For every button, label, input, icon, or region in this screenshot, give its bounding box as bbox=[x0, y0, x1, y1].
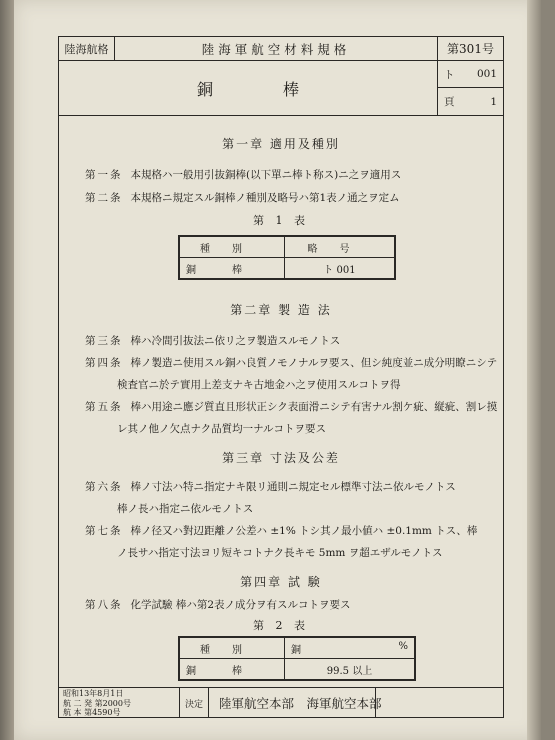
page-binding-edge bbox=[0, 0, 14, 740]
issue-date: 昭和13年8月1日 bbox=[63, 689, 124, 698]
table-1 bbox=[179, 236, 395, 279]
article-text: 棒ノ製造ニ使用スル銅ハ良質ノモノナルヲ要ス、但シ純度並ニ成分明瞭ニシテ bbox=[130, 357, 498, 369]
article-4-continued: 検査官ニ於テ實用上差支ナキ古地金ハ之ヲ使用スルコトヲ得 bbox=[117, 379, 401, 391]
page-number bbox=[437, 88, 503, 115]
issue-dates bbox=[63, 689, 131, 718]
issuing-authority: 陸軍航空本部 海軍航空本部 bbox=[219, 696, 382, 711]
article-7 bbox=[85, 523, 477, 538]
article-text: 棒ノ寸法ハ特ニ指定ナキ限リ通則ニ規定セル標準寸法ニ依ルモノトス bbox=[130, 481, 456, 493]
specification-frame bbox=[58, 36, 504, 718]
document-title bbox=[59, 61, 437, 115]
table-row bbox=[180, 258, 395, 279]
article-text: 本規格ハ一般用引抜銅棒(以下單ニ棒ト称ス)ニ之ヲ適用ス bbox=[130, 169, 402, 181]
standard-name: 陸海軍航空材料規格 bbox=[115, 37, 437, 61]
table-cell: 99.5 以上 bbox=[285, 659, 415, 680]
table-row bbox=[180, 638, 415, 659]
article-text: 本規格ニ規定スル銅棒ノ種別及略号ハ第1表ノ通之ヲ定ム bbox=[130, 192, 400, 204]
article-3 bbox=[85, 333, 340, 348]
table-header: 種別 bbox=[180, 237, 285, 258]
decision-label: 決定 bbox=[179, 688, 209, 718]
article-number: 第七条 bbox=[85, 525, 123, 537]
article-number: 第八条 bbox=[85, 599, 123, 611]
article-text: 棒ハ冷間引抜法ニ依リ之ヲ製造スルモノトス bbox=[130, 335, 341, 347]
table-header bbox=[285, 638, 415, 659]
article-6 bbox=[85, 479, 456, 494]
article-8 bbox=[85, 597, 351, 612]
page-number-label: 頁 bbox=[444, 96, 455, 108]
table-header-copper: 銅 bbox=[291, 644, 301, 656]
article-text: 化学試驗 棒ハ第2表ノ成分ヲ有スルコトヲ要ス bbox=[130, 599, 351, 611]
page-number-value: 1 bbox=[490, 95, 497, 108]
article-number: 第一条 bbox=[85, 169, 123, 181]
article-text: 棒ノ径又ハ對辺距離ノ公差ハ ±1% トシ其ノ最小値ハ ±0.1mm トス、棒 bbox=[130, 525, 478, 537]
article-4 bbox=[85, 355, 497, 370]
document-title-text: 銅棒 bbox=[196, 79, 369, 99]
header-block bbox=[59, 37, 503, 116]
article-5 bbox=[85, 399, 497, 414]
table-header-percent: % bbox=[398, 640, 408, 652]
article-2 bbox=[85, 190, 400, 205]
footer-block bbox=[59, 687, 503, 718]
table-2-label: 第 2 表 bbox=[253, 619, 309, 632]
table-cell: 銅棒 bbox=[180, 659, 285, 680]
table-1-label: 第 1 表 bbox=[253, 214, 309, 227]
article-6-continued: 棒ノ長ハ指定ニ依ルモノトス bbox=[117, 503, 254, 515]
material-code-label: ト bbox=[444, 68, 455, 81]
page-right-edge bbox=[527, 0, 541, 740]
table-row bbox=[180, 237, 395, 258]
article-number: 第五条 bbox=[85, 401, 123, 413]
table-header: 略号 bbox=[285, 237, 395, 258]
article-text: 棒ハ用途ニ應ジ質直且形状正シク表面滑ニシテ有害ナル割ケ疵、縦疵、割レ摸 bbox=[130, 401, 498, 413]
issue-number-army: 航 二 発 第2000号 bbox=[63, 698, 131, 708]
material-code-value: 001 bbox=[476, 68, 497, 80]
chapter-2-title: 第二章 製 造 法 bbox=[230, 303, 332, 317]
table-cell: ト 001 bbox=[285, 258, 395, 279]
issue-number-navy: 航 本 第4590号 bbox=[63, 708, 121, 717]
article-7-continued: ノ長サハ指定寸法ヨリ短キコトナク長キモ 5mm ヲ超エザルモノトス bbox=[117, 547, 443, 559]
chapter-1-title: 第一章 適用及種別 bbox=[222, 137, 340, 151]
article-number: 第二条 bbox=[85, 192, 123, 204]
article-1 bbox=[85, 167, 401, 182]
article-number: 第六条 bbox=[85, 481, 123, 493]
chapter-3-title: 第三章 寸法及公差 bbox=[222, 451, 340, 465]
table-cell: 銅棒 bbox=[180, 258, 285, 279]
article-number: 第四条 bbox=[85, 357, 123, 369]
footer-divider bbox=[375, 688, 376, 718]
article-5-continued: レ其ノ他ノ欠点ナク品質均一ナルコトヲ要ス bbox=[117, 423, 327, 435]
table-row bbox=[180, 659, 415, 680]
standard-number: 第301号 bbox=[437, 37, 503, 61]
table-2 bbox=[179, 637, 415, 680]
standard-abbreviation: 陸海航格 bbox=[59, 37, 115, 61]
table-header: 種別 bbox=[180, 638, 285, 659]
material-code bbox=[437, 61, 503, 88]
chapter-4-title: 第四章 試 験 bbox=[240, 575, 322, 589]
article-number: 第三条 bbox=[85, 335, 123, 347]
document-page bbox=[14, 0, 541, 740]
